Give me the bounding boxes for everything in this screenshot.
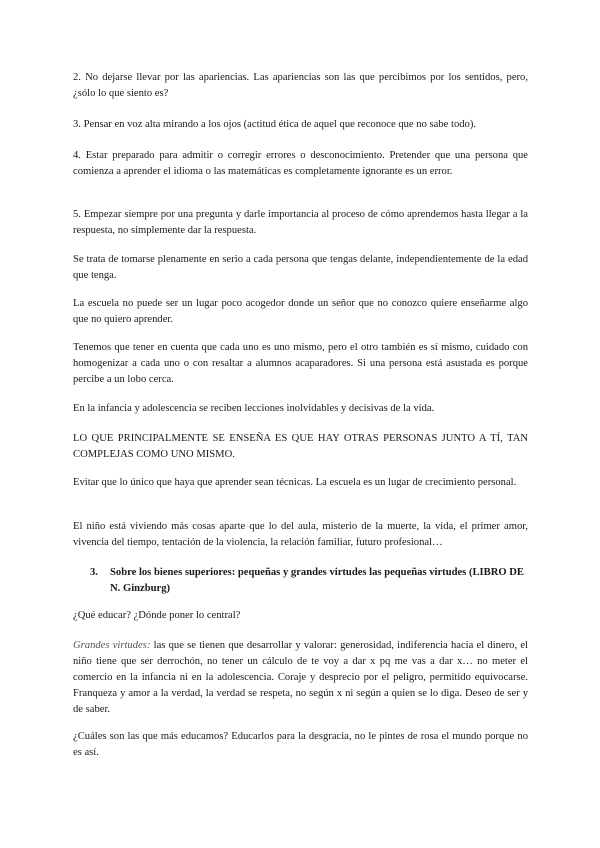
paragraph-child-living: El niño está viviendo más cosas aparte que lo del aula, misterio de la muerte, la vida, el primer amor, vivencia del tiempo, tentación de la violencia, la relación familiar, futuro profesional… — [73, 521, 528, 548]
paragraph-school-welcoming: La escuela no puede ser un lugar poco acogedor donde un señor que no conozco quiere enseñarme algo que no quiero aprender. — [73, 298, 528, 325]
paragraph-think-aloud: 3. Pensar en voz alta mirando a los ojos (actitud ética de aquel que reconoce que no sabe todo). — [73, 119, 477, 130]
section-number: 3. — [90, 567, 98, 578]
section-heading — [90, 565, 530, 597]
paragraph-what-we-educate: ¿Cuáles son las que más educamos? Educarlos para la desgracia, no le pintes de rosa el mundo porque no es así. — [73, 731, 528, 758]
great-virtues-text: las que se tienen que desarrollar y valorar: generosidad, indiferencia hacia el dinero, el niño tiene que ser derrochón, no tener un cálculo de te voy a dar x pq me vas a dar x… no meter el comercio en la infancia ni en la adolescencia. Coraje y desprecio por el peligro, permitido equivocarse. Franqueza y amor a la verdad, la verdad se respeta, no según x ni según a quien se lo diga. Deseo de ser y de saber. — [73, 640, 528, 715]
paragraph-appearances: 2. No dejarse llevar por las apariencias. Las apariencias son las que percibimos por los sentidos, pero, ¿sólo lo que siento es? — [73, 72, 528, 99]
paragraph-main-teaching: LO QUE PRINCIPALMENTE SE ENSEÑA ES QUE HAY OTRAS PERSONAS JUNTO A TÍ, TAN COMPLEJAS COMO UNO MISMO. — [73, 433, 528, 460]
paragraph-avoid-techniques: Evitar que lo único que haya que aprender sean técnicas. La escuela es un lugar de crecimiento personal. — [73, 477, 517, 488]
paragraph-great-virtues — [73, 638, 528, 718]
paragraph-take-seriously: Se trata de tomarse plenamente en serio a cada persona que tengas delante, independientemente de la edad que tenga. — [73, 254, 528, 281]
paragraph-each-one: Tenemos que tener en cuenta que cada uno es uno mismo, pero el otro también es sí mismo, cuidado con homogenizar a cada uno o con resaltar a alumnos acaparadores. Si una persona está asustada es porque percibe a un lobo cerca. — [73, 342, 528, 385]
paragraph-what-educate: ¿Qué educar? ¿Dónde poner lo central? — [73, 610, 241, 621]
paragraph-admit-errors: 4. Estar preparado para admitir o corregir errores o desconocimiento. Pretender que una persona que comienza a aprender el idioma o las matemáticas es completamente ignorante es un error. — [73, 150, 528, 177]
paragraph-start-question: 5. Empezar siempre por una pregunta y darle importancia al proceso de cómo aprendemos hasta llegar a la respuesta, no simplemente dar la respuesta. — [73, 209, 528, 236]
section-title: Sobre los bienes superiores: pequeñas y grandes virtudes las pequeñas virtudes (LIBRO DE N. Ginzburg) — [110, 567, 524, 594]
paragraph-childhood-lessons: En la infancia y adolescencia se reciben lecciones inolvidables y decisivas de la vida. — [73, 403, 435, 414]
great-virtues-label: Grandes virtudes: — [73, 640, 151, 651]
